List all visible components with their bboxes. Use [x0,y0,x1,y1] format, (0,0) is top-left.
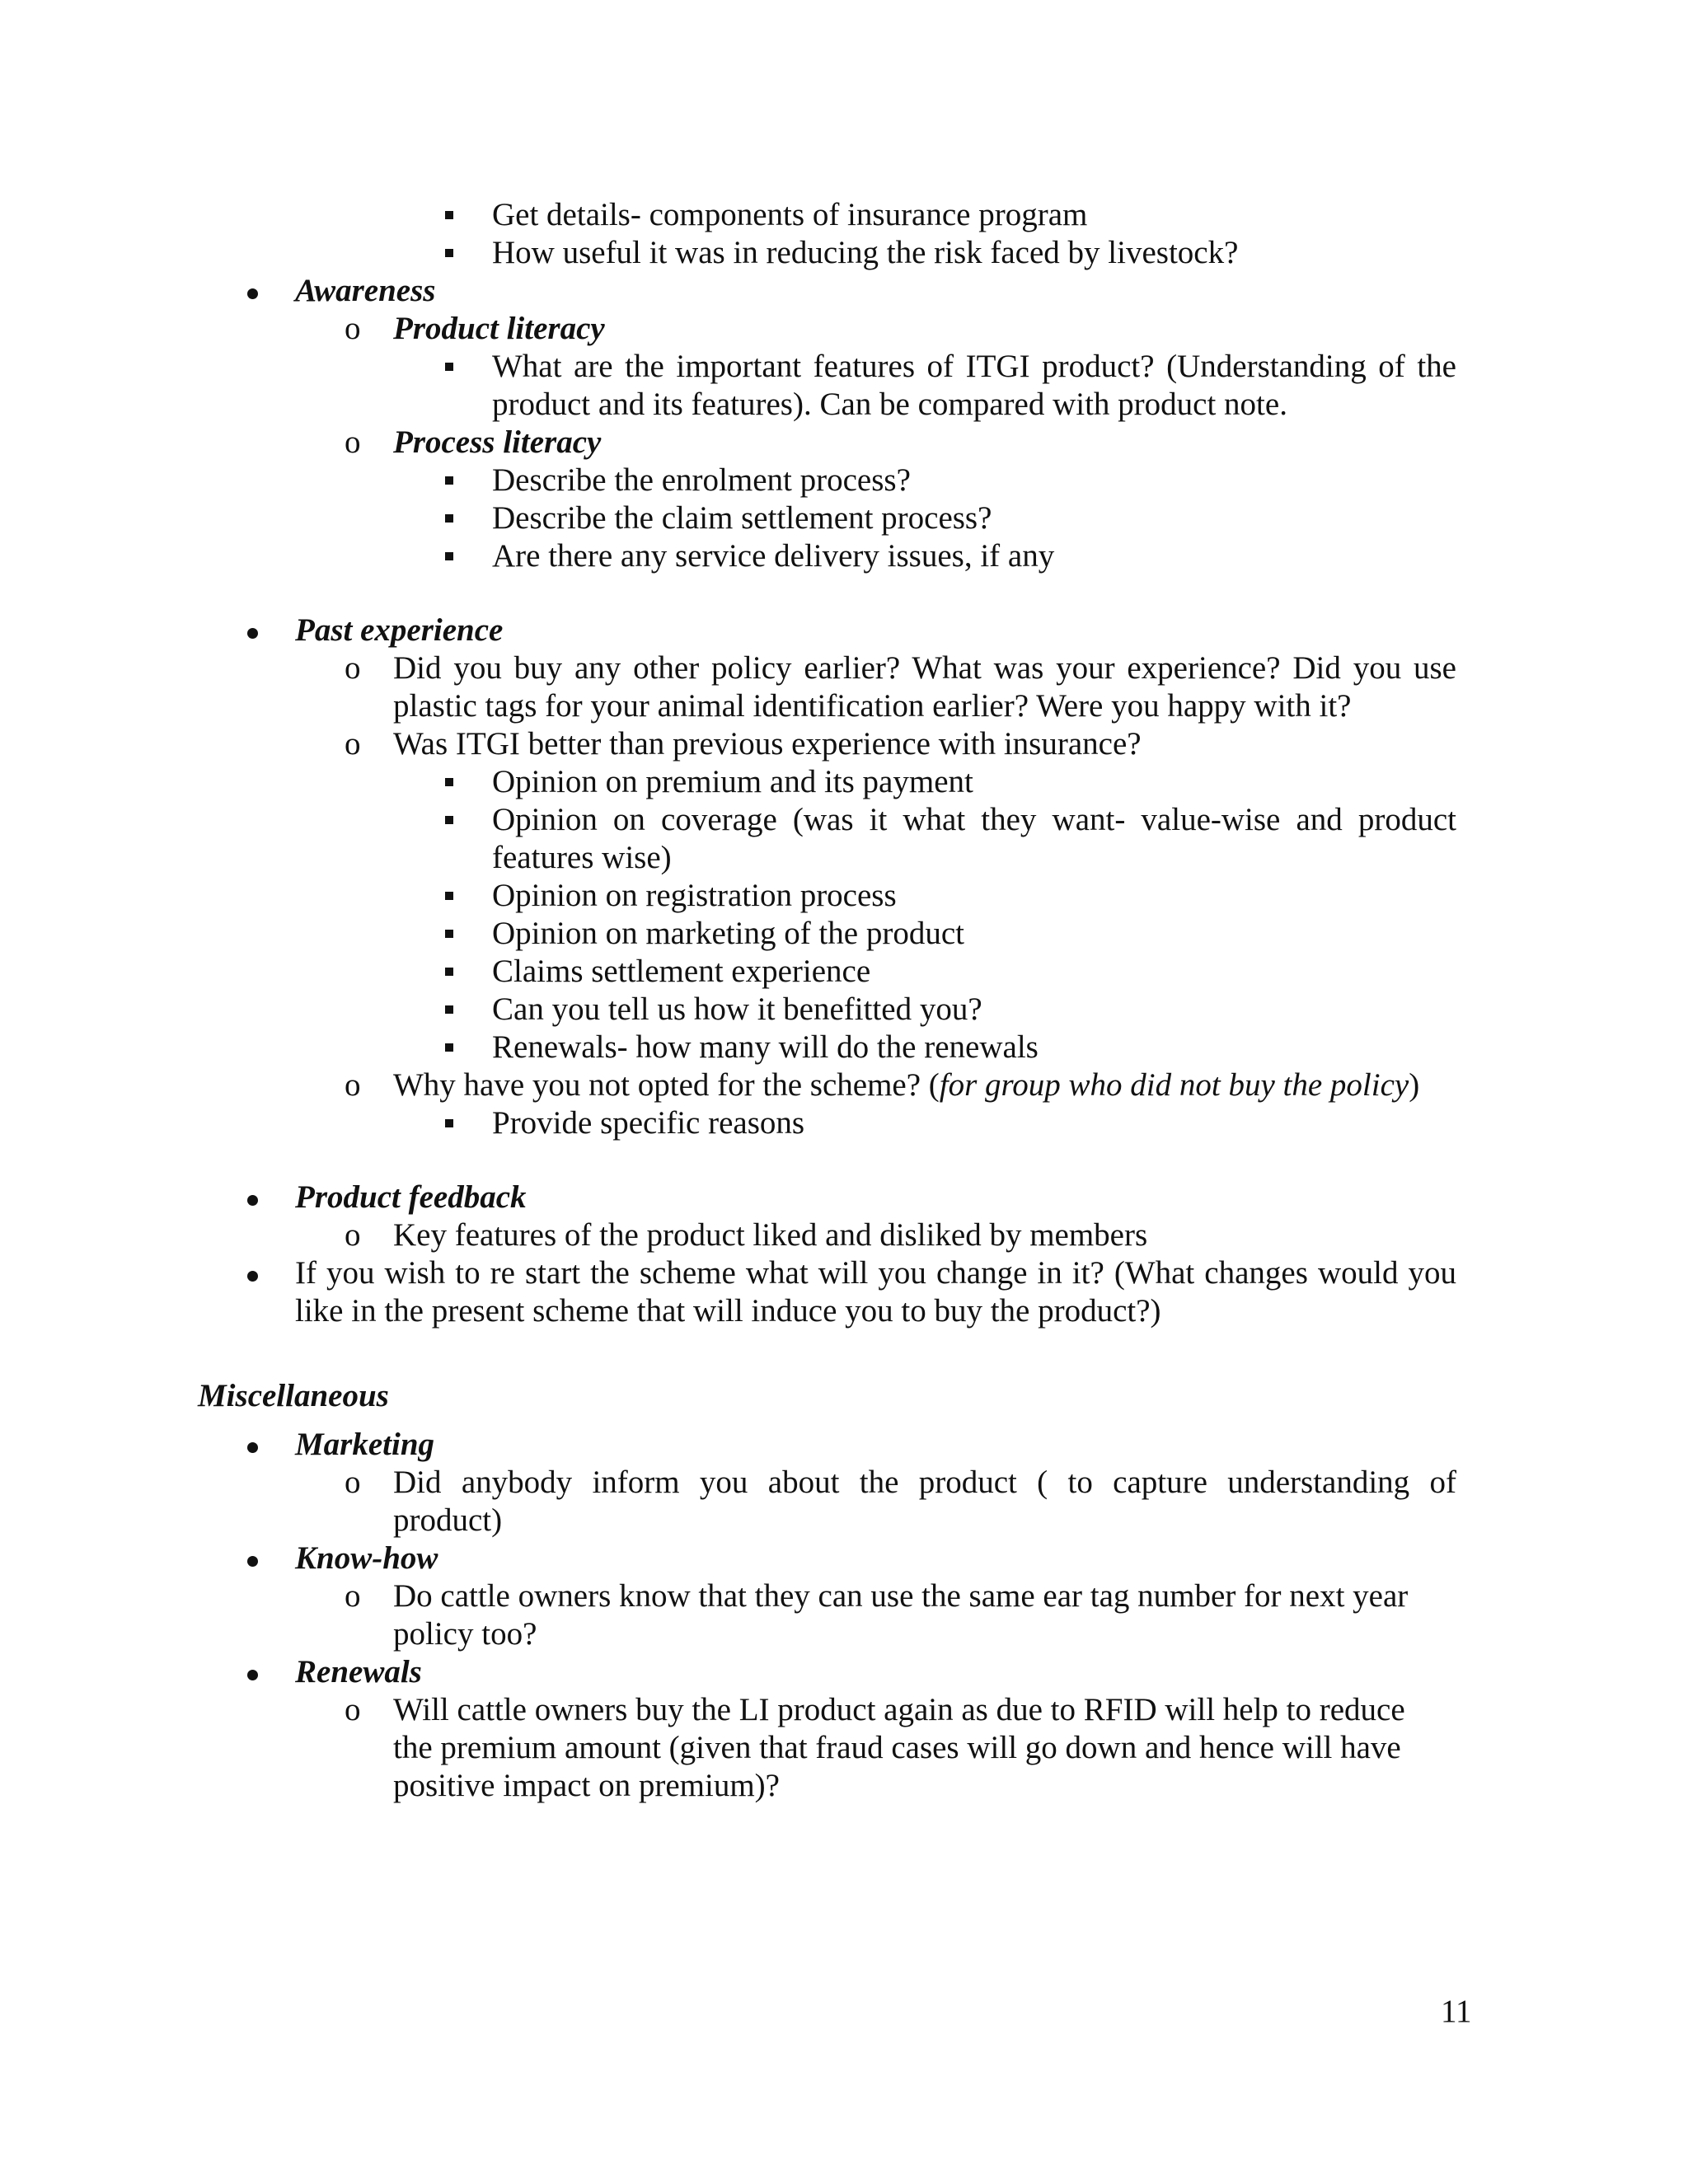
circle-bullet-icon: o [345,650,361,686]
list-item-continuation: product) [393,1502,503,1538]
section-heading: Renewals [295,1654,422,1690]
list-item: Do cattle owners know that they can use the same ear tag number for next year [393,1578,1409,1614]
subsection-heading: Process literacy [393,424,602,460]
square-bullet-icon [445,363,453,371]
list-item-italic-note: for group who did not buy the policy [939,1067,1409,1103]
section-heading: Marketing [295,1427,435,1462]
square-bullet-icon [445,968,453,976]
list-item: Did you buy any other policy earlier? What was your experience? Did you use [393,650,1456,686]
section-heading: Awareness [295,273,436,308]
square-bullet-icon [445,816,453,824]
circle-bullet-icon: o [345,1465,361,1500]
list-item-continuation: product and its features). Can be compared with product note. [492,387,1287,422]
section-heading: Know-how [295,1540,438,1576]
list-item: Did anybody inform you about the product ( to capture understanding of [393,1465,1456,1500]
list-item: Opinion on marketing of the product [492,916,964,951]
square-bullet-icon [445,211,453,219]
list-item: Will cattle owners buy the LI product again as due to RFID will help to reduce [393,1692,1405,1727]
square-bullet-icon [445,892,453,900]
section-heading: Product feedback [295,1179,527,1215]
list-item: Was ITGI better than previous experience with insurance? [393,726,1142,762]
square-bullet-icon [445,1005,453,1014]
list-item: Claims settlement experience [492,954,871,989]
page-heading: Miscellaneous [198,1378,389,1413]
list-item: If you wish to re start the scheme what will you change in it? (What changes would you [295,1255,1456,1291]
list-item: Opinion on premium and its payment [492,764,973,799]
list-item: Opinion on coverage (was it what they want- value-wise and product [492,802,1456,837]
square-bullet-icon [445,930,453,938]
circle-bullet-icon: o [345,1067,361,1103]
list-item: How useful it was in reducing the risk faced by livestock? [492,235,1239,270]
disc-bullet-icon [247,1195,258,1206]
list-item: Describe the enrolment process? [492,462,911,498]
list-item: What are the important features of ITGI product? (Understanding of the [492,349,1456,384]
list-item: Key features of the product liked and disliked by members [393,1217,1148,1253]
circle-bullet-icon: o [345,311,361,346]
square-bullet-icon [445,778,453,786]
list-item [393,1066,1419,1104]
list-item: Opinion on registration process [492,878,897,913]
list-item-continuation: the premium amount (given that fraud cases will go down and hence will have [393,1730,1401,1765]
disc-bullet-icon [247,1442,258,1453]
list-item-continuation: policy too? [393,1616,537,1652]
circle-bullet-icon: o [345,424,361,460]
list-item: Describe the claim settlement process? [492,500,992,536]
circle-bullet-icon: o [345,1692,361,1727]
list-item: Provide specific reasons [492,1105,805,1141]
list-item: Can you tell us how it benefitted you? [492,991,982,1027]
disc-bullet-icon [247,1556,258,1567]
list-item-continuation: like in the present scheme that will induce you to buy the product?) [295,1293,1161,1329]
list-item-continuation: plastic tags for your animal identification earlier? Were you happy with it? [393,688,1352,724]
list-item-continuation: features wise) [492,840,672,875]
list-item-text: ) [1409,1067,1420,1103]
disc-bullet-icon [247,628,258,639]
list-item: Are there any service delivery issues, if any [492,538,1055,574]
subsection-heading: Product literacy [393,311,605,346]
page-number: 11 [1441,1994,1472,2029]
square-bullet-icon [445,514,453,523]
list-item: Get details- components of insurance program [492,197,1088,232]
list-item-continuation: positive impact on premium)? [393,1768,780,1803]
circle-bullet-icon: o [345,726,361,762]
circle-bullet-icon: o [345,1578,361,1614]
section-heading: Past experience [295,612,504,648]
disc-bullet-icon [247,288,258,299]
circle-bullet-icon: o [345,1217,361,1253]
list-item-text: Why have you not opted for the scheme? ( [393,1067,940,1103]
square-bullet-icon [445,552,453,560]
square-bullet-icon [445,1043,453,1052]
square-bullet-icon [445,476,453,485]
square-bullet-icon [445,249,453,257]
disc-bullet-icon [247,1271,258,1282]
square-bullet-icon [445,1119,453,1127]
list-item: Renewals- how many will do the renewals [492,1029,1039,1065]
disc-bullet-icon [247,1670,258,1680]
